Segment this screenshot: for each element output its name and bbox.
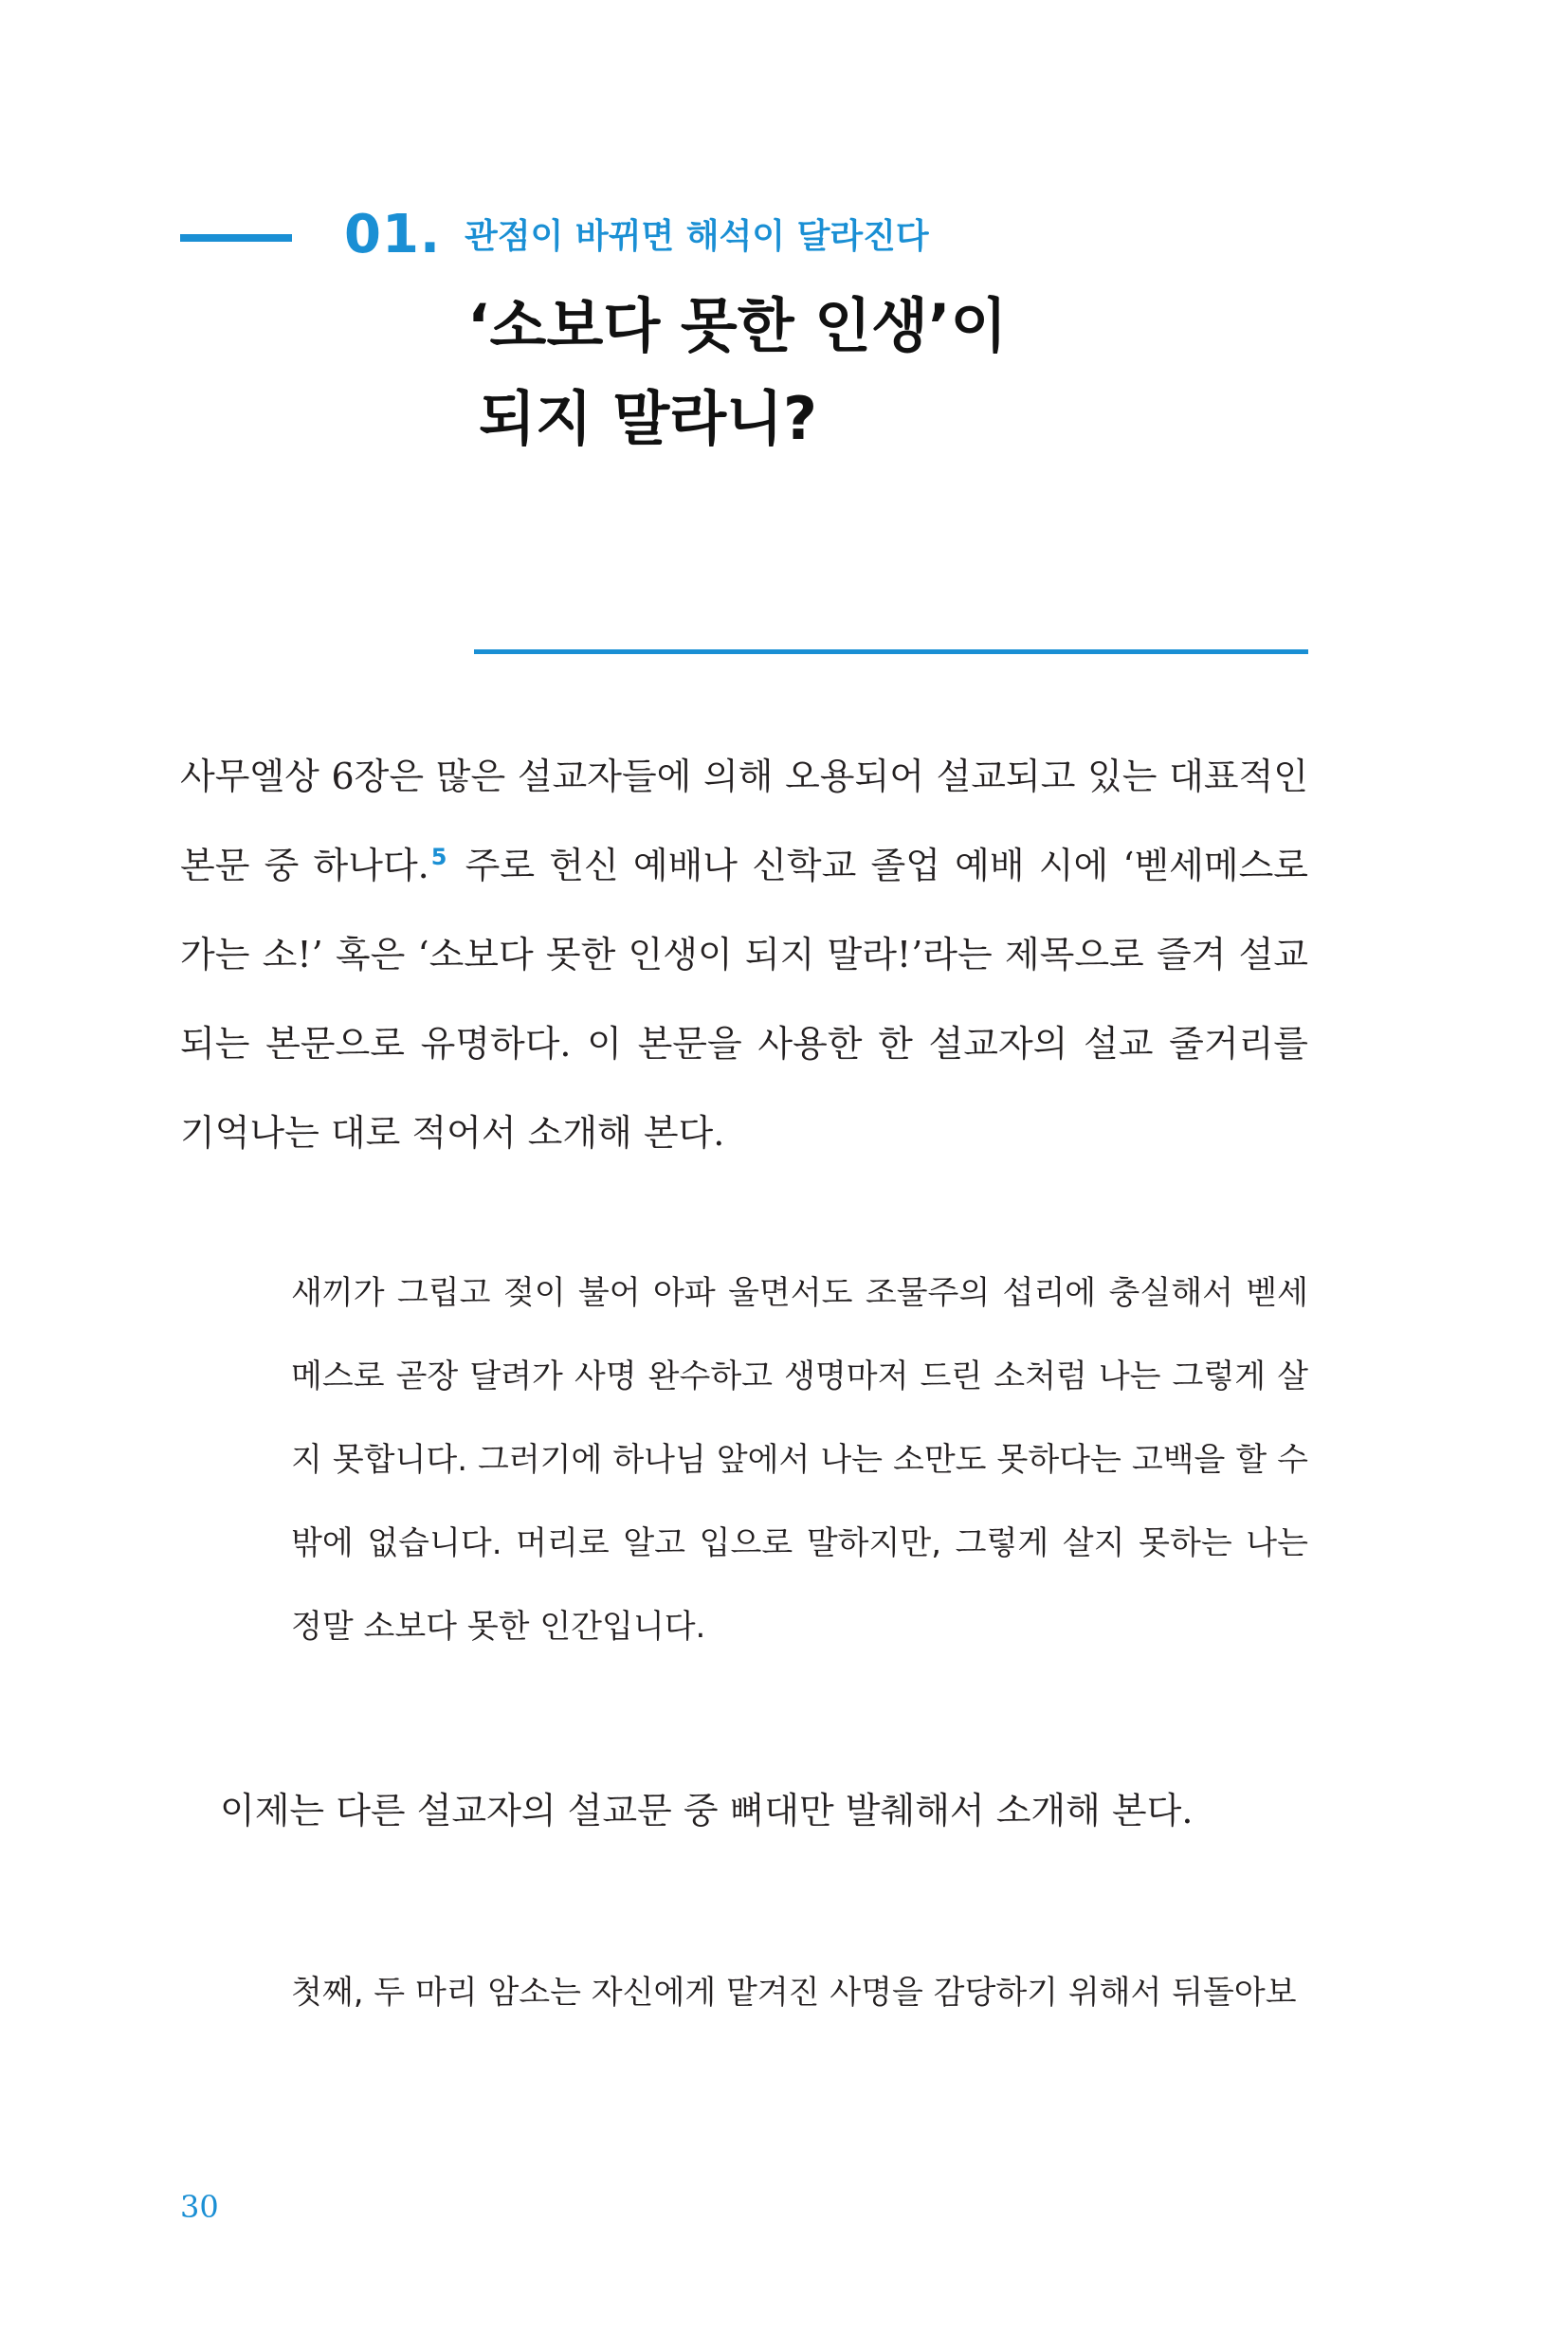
title-divider [474, 649, 1308, 654]
body-paragraph [180, 732, 1308, 1177]
sermon-quote-block: 새끼가 그립고 젖이 불어 아파 울면서도 조물주의 섭리에 충실해서 벧세메스로 곧장 달려가 사명 완수하고 생명마저 드린 소처럼 나는 그렇게 살지 못합니다. 그러기에 하나님 앞에서 나는 소만도 못하다는 고백을 할 수밖에 없습니다. 머리로 알고 입으로 말하지만, 그렇게 살지 못하는 나는 정말 소보다 못한 인간입니다. [291, 1274, 1308, 1646]
footnote-reference[interactable]: 5 [430, 844, 447, 870]
transition-sentence: 이제는 다른 설교자의 설교문 중 뼈대만 발췌해서 소개해 본다. [220, 1790, 1194, 1832]
paragraph-text-after-footnote: 주로 헌신 예배나 신학교 졸업 예배 시에 ‘벧세메스로 가는 소!’ 혹은 ‘소보다 못한 인생이 되지 말라!’라는 제목으로 즐겨 설교되는 본문으로 유명하다. 이 본문을 사용한 한 설교자의 설교 줄거리를 기억나는 대로 적어서 소개해 본다. [180, 845, 1308, 1154]
chapter-number: 01. [344, 204, 442, 265]
page-title-line-2: 되지 말라니? [479, 384, 818, 453]
page-number: 30 [180, 2189, 219, 2225]
paragraph-text-before-footnote: 사무엘상 6장은 많은 설교자들에 의해 오용되어 설교되고 있는 대표적인 본문 중 하나다. [180, 756, 1308, 886]
chapter-accent-rule [180, 234, 292, 242]
chapter-subtitle: 관점이 바뀌면 해석이 달라진다 [465, 217, 929, 256]
sermon-point-one: 첫째, 두 마리 암소는 자신에게 맡겨진 사명을 감당하기 위해서 뒤돌아보 [291, 1974, 1297, 2012]
page-title-line-1: ‘소보다 못한 인생’이 [467, 291, 1008, 360]
